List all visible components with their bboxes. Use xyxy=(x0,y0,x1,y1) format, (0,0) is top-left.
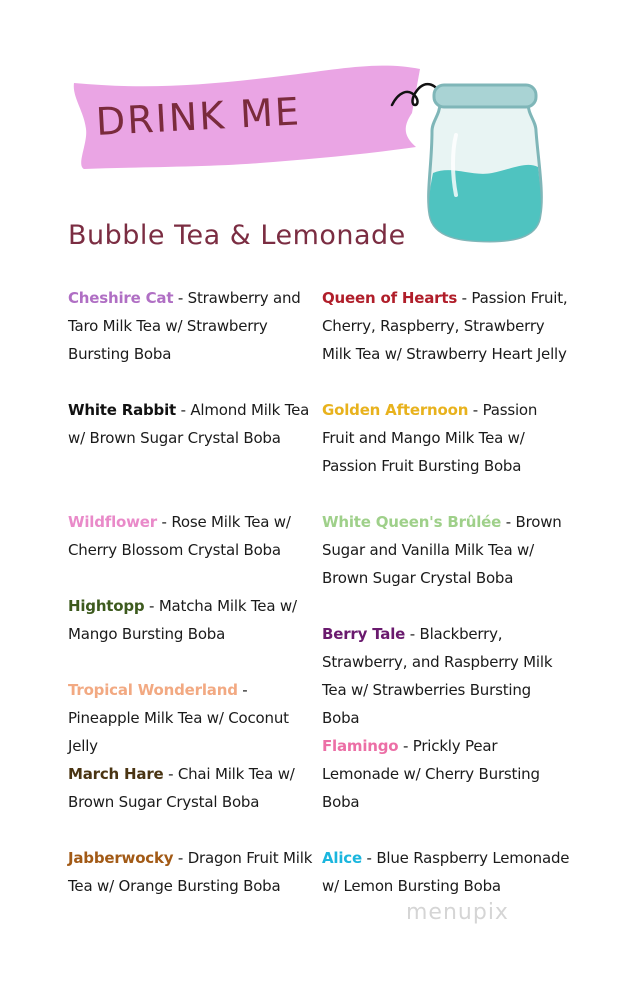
drink-name: Flamingo xyxy=(322,737,399,755)
drink-name: Cheshire Cat xyxy=(68,289,174,307)
drink-description: - Blue Raspberry Lemonade w/ Lemon Bursting Boba xyxy=(322,849,570,895)
menu-item xyxy=(322,396,572,508)
jar-icon xyxy=(429,85,542,241)
drink-name: Berry Tale xyxy=(322,625,406,643)
drink-description: - Pineapple Milk Tea w/ Coconut Jelly xyxy=(68,681,289,755)
drink-name: Queen of Hearts xyxy=(322,289,458,307)
menu-item xyxy=(322,508,572,620)
drink-name: Hightopp xyxy=(68,597,145,615)
watermark-logo: menupix xyxy=(406,900,509,925)
drink-name: Jabberwocky xyxy=(68,849,174,867)
drink-description: - Strawberry and Taro Milk Tea w/ Strawberry Bursting Boba xyxy=(68,289,301,363)
drink-name: March Hare xyxy=(68,765,164,783)
drink-name: White Queen's Brûlée xyxy=(322,513,502,531)
section-title: Bubble Tea & Lemonade xyxy=(68,220,406,251)
drink-name: White Rabbit xyxy=(68,401,176,419)
menu-item xyxy=(68,396,316,508)
drink-name: Golden Afternoon xyxy=(322,401,469,419)
drink-description: - Almond Milk Tea w/ Brown Sugar Crystal Boba xyxy=(68,401,310,447)
menu-item xyxy=(322,620,572,732)
menu-item xyxy=(322,732,572,844)
drink-name: Alice xyxy=(322,849,362,867)
menu-item xyxy=(68,760,316,844)
menu-item xyxy=(322,284,572,396)
drink-description: - Blackberry, Strawberry, and Raspberry Milk Tea w/ Strawberries Bursting Boba xyxy=(322,625,553,727)
banner-title: DRINK ME xyxy=(94,89,302,144)
menu-column-left xyxy=(68,284,316,956)
menu-item xyxy=(68,676,316,760)
drink-description: - Chai Milk Tea w/ Brown Sugar Crystal Boba xyxy=(68,765,295,811)
menu-item xyxy=(68,592,316,676)
menu-item xyxy=(68,844,316,956)
drink-description: - Passion Fruit and Mango Milk Tea w/ Passion Fruit Bursting Boba xyxy=(322,401,538,475)
drink-name: Tropical Wonderland xyxy=(68,681,238,699)
drink-name: Wildflower xyxy=(68,513,157,531)
menu-item xyxy=(68,508,316,592)
drink-description: - Rose Milk Tea w/ Cherry Blossom Crystal Boba xyxy=(68,513,291,559)
drink-description: - Dragon Fruit Milk Tea w/ Orange Bursting Boba xyxy=(68,849,313,895)
drink-description: - Brown Sugar and Vanilla Milk Tea w/ Brown Sugar Crystal Boba xyxy=(322,513,562,587)
drink-description: - Passion Fruit, Cherry, Raspberry, Strawberry Milk Tea w/ Strawberry Heart Jelly xyxy=(322,289,568,363)
drink-description: - Matcha Milk Tea w/ Mango Bursting Boba xyxy=(68,597,297,643)
menu-item xyxy=(68,284,316,396)
drink-description: - Prickly Pear Lemonade w/ Cherry Bursting Boba xyxy=(322,737,540,811)
menu-column-right xyxy=(322,284,572,956)
